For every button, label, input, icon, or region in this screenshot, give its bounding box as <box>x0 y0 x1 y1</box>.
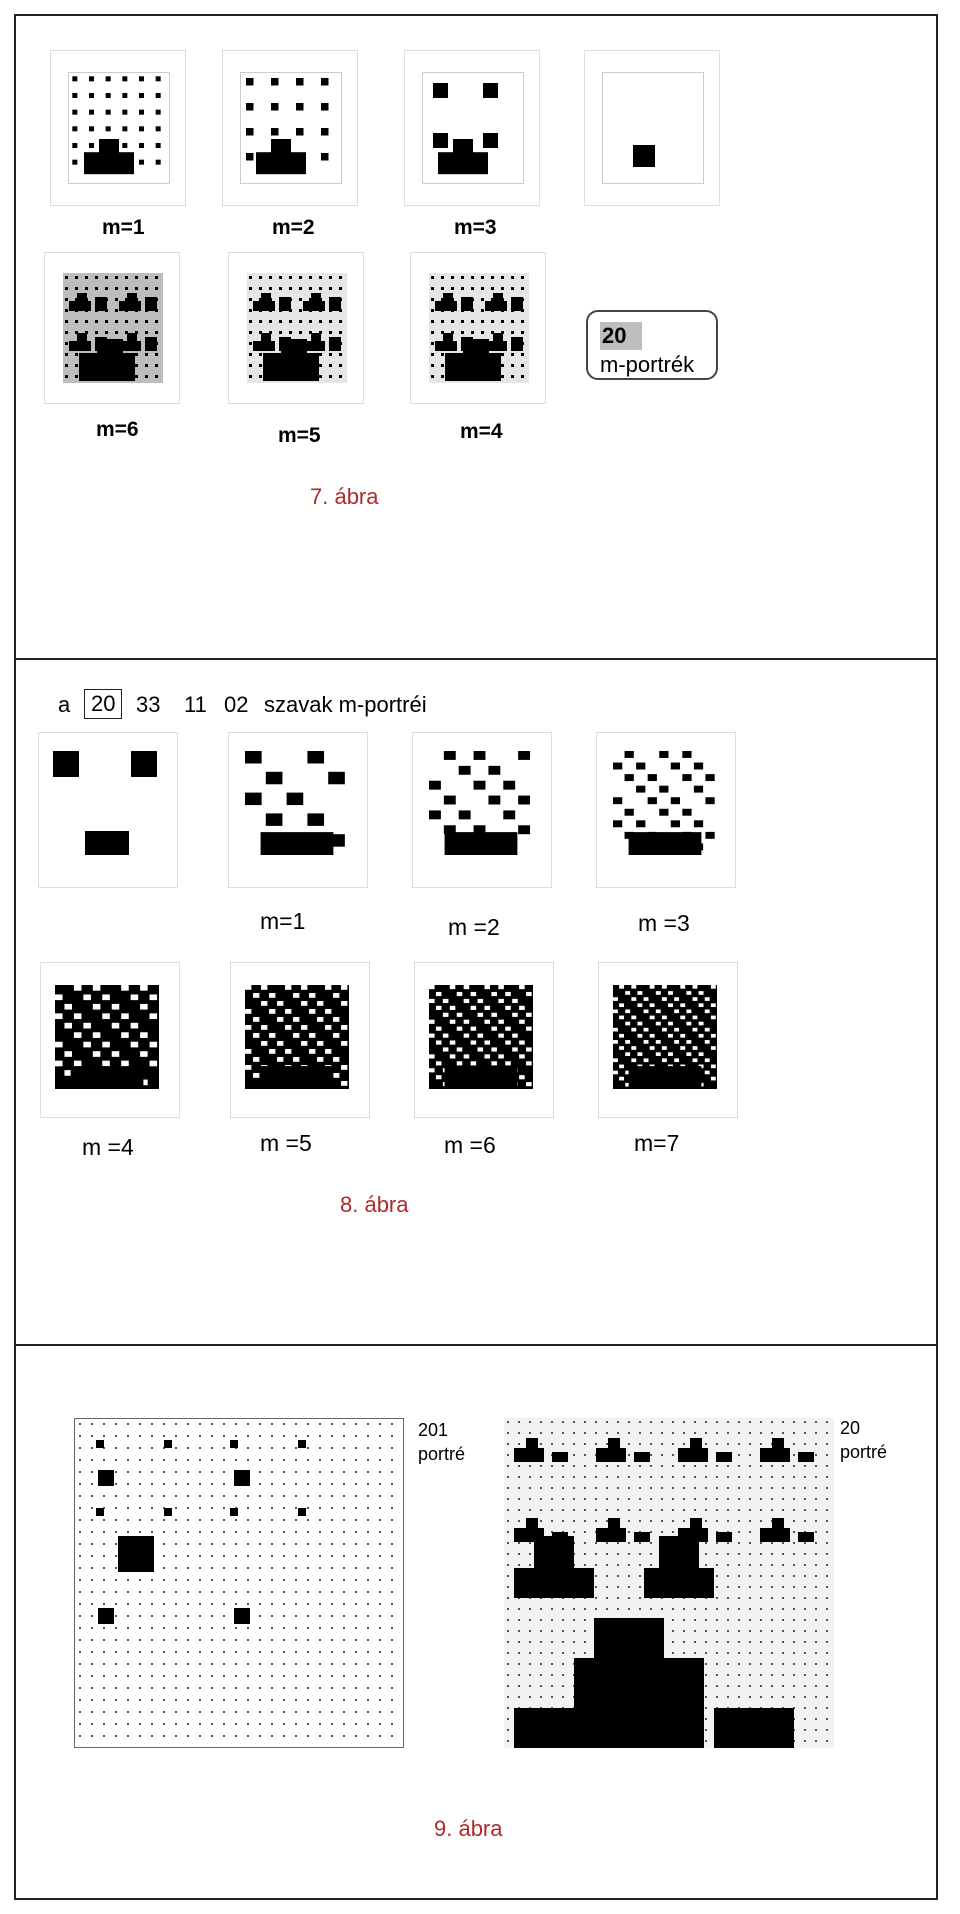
portrait-word: portré <box>840 1442 888 1462</box>
portrait-label: m =4 <box>82 1134 134 1160</box>
portrait-label: m=1 <box>260 908 306 934</box>
fractal-pattern-dense <box>429 273 529 383</box>
portrait-tile <box>414 962 554 1118</box>
portrait-pattern-m5 <box>245 985 351 1091</box>
portrait-tile <box>228 732 368 888</box>
fractal-pattern-dense <box>247 273 347 383</box>
portrait-pattern-m4 <box>55 985 161 1091</box>
portrait-label: m =3 <box>638 910 690 936</box>
portrait-201-grid <box>74 1418 404 1748</box>
fractal-pattern-dense <box>63 273 163 383</box>
figure-caption: 8. ábra <box>340 1192 409 1217</box>
fractal-pattern-sparse <box>69 73 169 183</box>
portrait-tile <box>230 962 370 1118</box>
portrait-label: m=1 <box>102 216 145 239</box>
portrait-label <box>840 1416 887 1464</box>
portrait-label: m=5 <box>278 424 321 447</box>
figure-caption: 7. ábra <box>310 484 379 509</box>
portrait-label: m=7 <box>634 1130 680 1156</box>
portrait-word: portré <box>418 1444 466 1464</box>
word-suffix: szavak m-portréi <box>264 692 427 717</box>
portrait-label: m=4 <box>460 420 503 443</box>
portrait-tile <box>584 50 720 206</box>
portrait-pattern-base <box>53 751 157 855</box>
badge-number: 20 <box>600 322 642 350</box>
portrait-20-grid <box>504 1418 834 1748</box>
word: 02 <box>224 692 249 717</box>
portrait-label: m=3 <box>454 216 497 239</box>
portrait-tile <box>222 50 358 206</box>
portrait-tile <box>40 962 180 1118</box>
portrait-tile <box>38 732 178 888</box>
portrait-tile <box>410 252 546 404</box>
fractal-pattern-sparse <box>423 73 523 183</box>
portrait-tile <box>228 252 364 404</box>
portrait-label: m =2 <box>448 914 500 940</box>
figure-caption: 9. ábra <box>434 1816 503 1841</box>
portrait-pattern-m2 <box>429 751 533 855</box>
portrait-label: m =5 <box>260 1130 312 1156</box>
badge-text: m-portrék <box>600 352 695 377</box>
word-prefix: a <box>58 692 71 717</box>
fractal-pattern-sparse <box>603 73 703 183</box>
badge <box>586 310 718 380</box>
portrait-tile <box>598 962 738 1118</box>
portrait-label <box>418 1418 465 1466</box>
portrait-pattern-m6 <box>429 985 535 1091</box>
boxed-word: 20 <box>84 689 122 719</box>
portrait-pattern-m7 <box>613 985 719 1091</box>
portrait-pattern-m1 <box>245 751 349 855</box>
figure-9-panel <box>14 1346 938 1900</box>
figure-7-panel <box>14 14 938 660</box>
portrait-label: m=6 <box>96 418 139 441</box>
figure-8-panel <box>14 660 938 1346</box>
word: 33 <box>136 692 161 717</box>
portrait-label: m =6 <box>444 1132 496 1158</box>
word-20: 20 <box>840 1418 861 1438</box>
portrait-tile <box>50 50 186 206</box>
portrait-tile <box>596 732 736 888</box>
fractal-pattern-sparse <box>241 73 341 183</box>
word-201: 201 <box>418 1420 449 1440</box>
word: 11 <box>184 692 207 717</box>
portrait-label: m=2 <box>272 216 315 239</box>
portrait-tile <box>412 732 552 888</box>
portrait-tile <box>44 252 180 404</box>
portrait-tile <box>404 50 540 206</box>
portrait-pattern-m3 <box>613 751 717 855</box>
